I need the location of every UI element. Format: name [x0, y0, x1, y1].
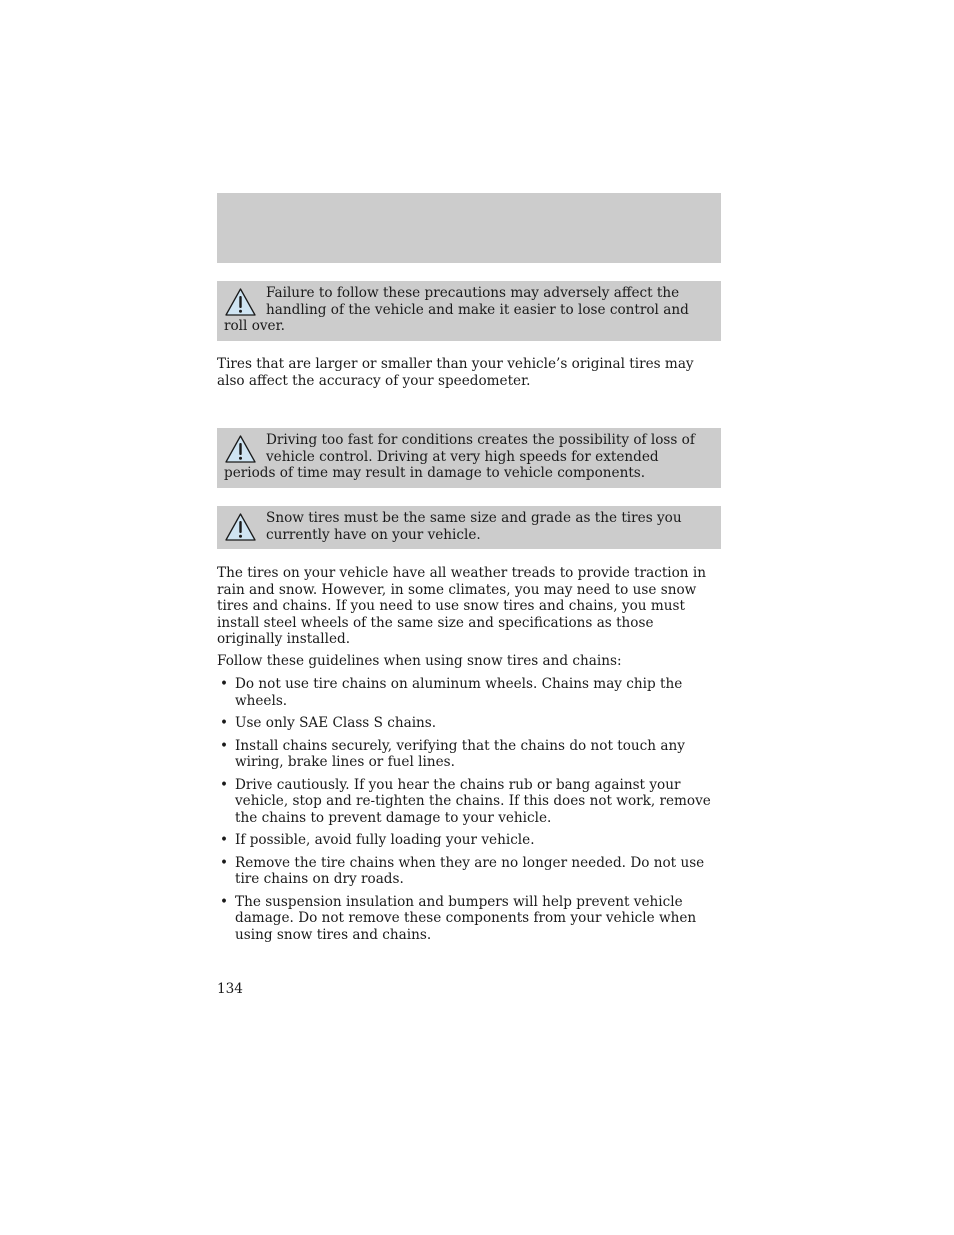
- list-item-text: If possible, avoid fully loading your vehicle.: [235, 832, 535, 848]
- bullet-icon: •: [220, 893, 229, 910]
- bullet-icon: •: [220, 776, 229, 793]
- list-item: [217, 738, 721, 771]
- warning-box-speed: [217, 428, 721, 488]
- list-item-text: Drive cautiously. If you hear the chains rub or bang against your vehicle, stop and re-tighten the chains. If this does not work, remove the chains to prevent damage to your vehicle.: [235, 776, 711, 826]
- bullet-icon: •: [220, 832, 229, 848]
- warning-triangle-icon: [224, 287, 257, 317]
- list-item: [217, 676, 721, 709]
- warning-box-handling: [217, 281, 721, 341]
- list-item-text: Do not use tire chains on aluminum wheels. Chains may chip the wheels.: [235, 676, 683, 709]
- list-item: [217, 715, 721, 732]
- warning-text: Failure to follow these precautions may adversely affect the handling of the vehicle and make it easier to lose control and roll over.: [224, 285, 689, 334]
- list-item: [217, 894, 721, 944]
- all-weather-paragraph: The tires on your vehicle have all weather treads to provide traction in rain and snow. However, in some climates, you may need to use snow tires and chains. If you need to use snow tires and chains, you must install steel wheels of the same size and specifications as those originally installed.: [217, 565, 706, 647]
- section-header-band: [217, 193, 721, 263]
- list-item: [217, 832, 721, 849]
- bullet-icon: •: [220, 715, 229, 731]
- page-number: 134: [217, 981, 243, 997]
- guidelines-intro: Follow these guidelines when using snow tires and chains:: [217, 653, 622, 669]
- list-item-text: Remove the tire chains when they are no longer needed. Do not use tire chains on dry roads.: [235, 854, 705, 887]
- warning-text: Driving too fast for conditions creates the possibility of loss of vehicle control. Driving at very high speeds for extended periods of time may result in damage to vehicle components.: [224, 432, 695, 481]
- warning-box-snow-tires: [217, 506, 721, 549]
- warning-triangle-icon: [224, 434, 257, 464]
- bullet-icon: •: [220, 854, 229, 871]
- warning-triangle-icon: [224, 512, 257, 542]
- bullet-icon: •: [220, 737, 229, 754]
- list-item-text: Install chains securely, verifying that the chains do not touch any wiring, brake lines or fuel lines.: [235, 737, 685, 770]
- list-item: [217, 777, 721, 827]
- guidelines-list: [217, 676, 721, 949]
- bullet-icon: •: [220, 676, 229, 692]
- list-item-text: The suspension insulation and bumpers will help prevent vehicle damage. Do not remove these components from your vehicle when using snow tires and chains.: [235, 893, 697, 943]
- warning-text: Snow tires must be the same size and grade as the tires you currently have on your vehicle.: [266, 510, 682, 543]
- tire-size-paragraph: Tires that are larger or smaller than your vehicle’s original tires may also affect the accuracy of your speedometer.: [217, 356, 694, 389]
- list-item: [217, 855, 721, 888]
- list-item-text: Use only SAE Class S chains.: [235, 715, 437, 731]
